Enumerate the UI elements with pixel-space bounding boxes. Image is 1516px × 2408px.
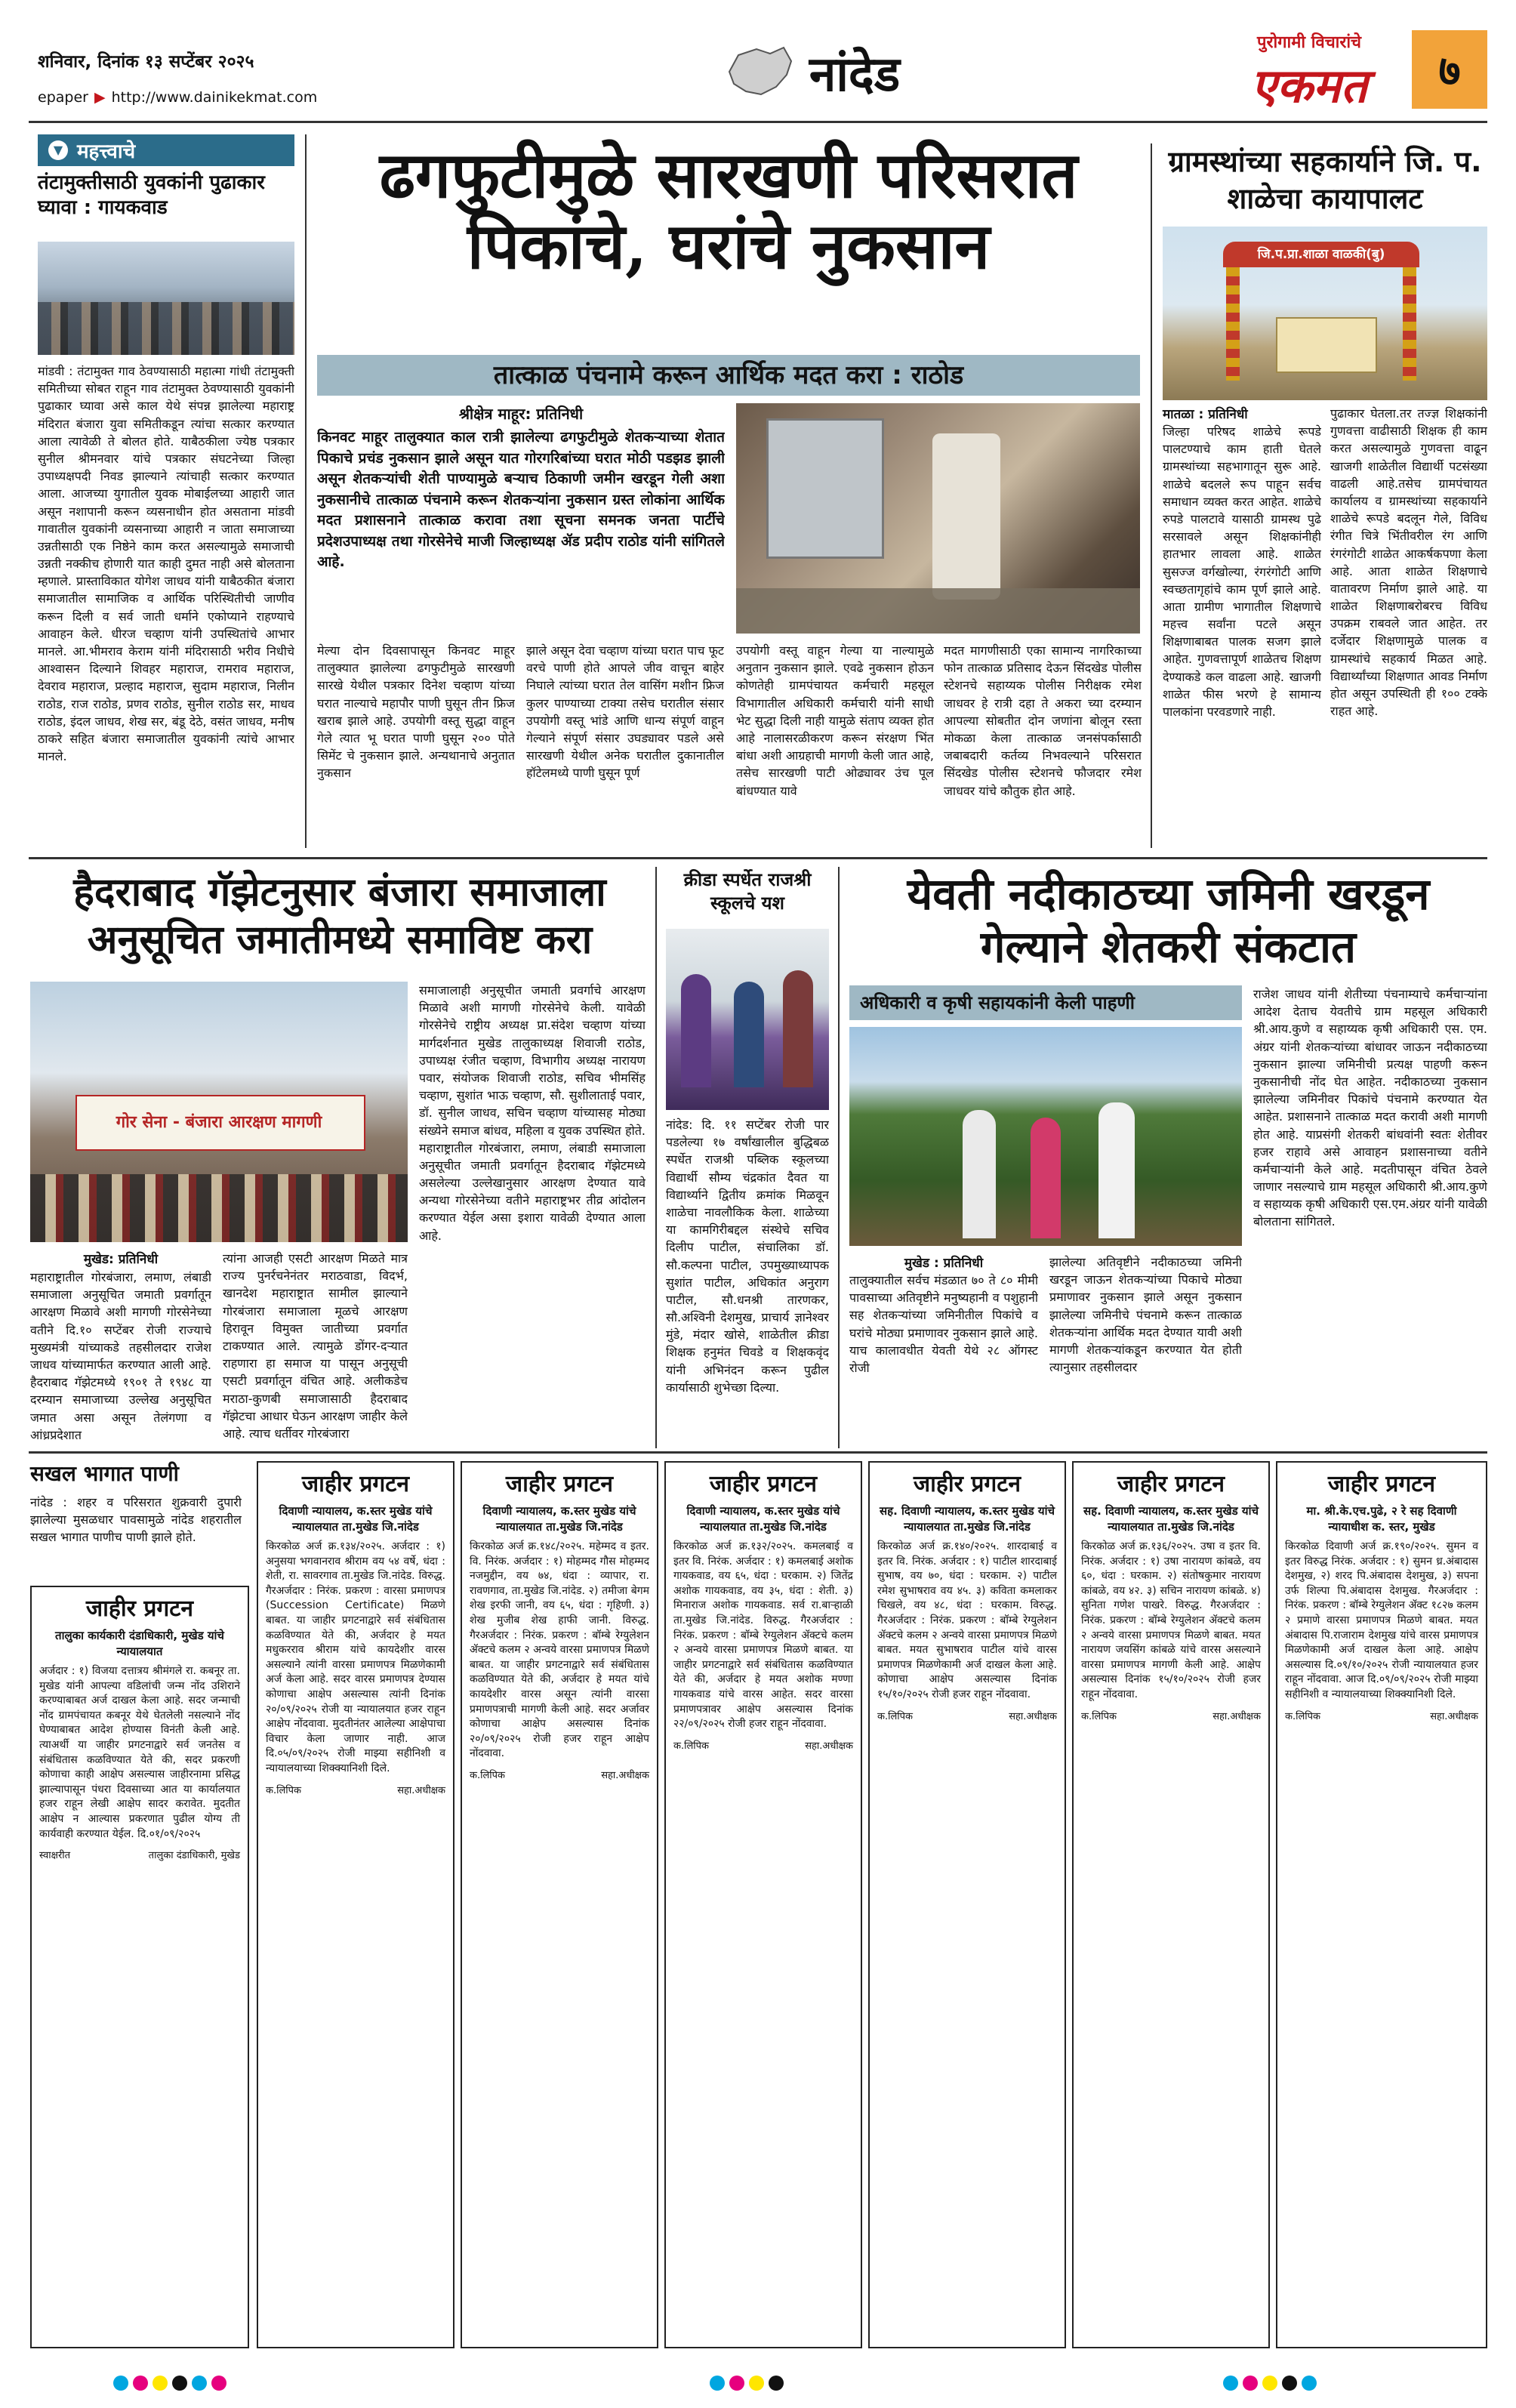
public-notice-ad	[868, 1461, 1066, 2348]
ad-court: दिवाणी न्यायालय, क.स्तर मुखेड यांचे न्यायालयात ता.मुखेड जि.नांदेड	[279, 1504, 433, 1534]
ad-signature: क.लिपिक सहा.अधीक्षक	[673, 1740, 853, 1752]
section-tag	[38, 134, 294, 166]
maharashtra-map-icon	[723, 42, 796, 102]
website-link[interactable]: http://www.dainikekmat.com	[111, 89, 318, 106]
ad-signature: क.लिपिक सहा.अधीक्षक	[266, 1784, 445, 1796]
ad-court: सह. दिवाणी न्यायालय, क.स्तर मुखेड यांचे न्यायालयात ता.मुखेड जि.नांदेड	[1083, 1504, 1259, 1534]
river-headline: येवती नदीकाठच्या जमिनी खरडून गेल्याने शेतकरी संकटात	[907, 868, 1430, 973]
school-headline: ग्रामस्थांच्या सहकार्याने जि. प. शाळेचा कायापालट	[1168, 145, 1482, 216]
ad-title: जाहीर प्रगटन	[301, 1471, 410, 1497]
banjara-photo	[30, 982, 408, 1242]
ad-court: मा. श्री.के.एच.पुढे, २ रे सह दिवाणी न्यायाधीश क. स्तर, मुखेड	[1306, 1504, 1457, 1534]
ad-title: जाहीर प्रगटन	[913, 1471, 1021, 1497]
banjara-col-2: त्यांना आजही एसटी आरक्षण मिळते मात्र राज्य पुनर्रचनेनंतर मराठवाडा, विदर्भ, खानदेश महाराष्ट्रात सामील झाल्याने गोरबंजारा समाजाला मूळचे आरक्षण हिरावून विमुक्त जातीच्या प्रवर्गात टाकण्यात आले. त्यामुळे डोंगर-दऱ्यात राहणारा हा समाज या पासून अनुसूची एसटी प्रवर्गातून वंचित आहे. अलीकडेच मराठा-कुणबी समाजासाठी हैदराबाद गॅझेटचा आधार घेऊन आरक्षण जाहीर केले आहे. त्याच धर्तीवर गोरबंजारा	[223, 1251, 408, 1441]
masthead-logo: एकमत	[1250, 58, 1368, 113]
banjara-headline: हैदराबाद गॅझेटनुसार बंजारा समाजाला अनुसूचित जमातीमध्ये समाविष्ट करा	[73, 869, 606, 964]
school-col-2: पुढाकार घेतला.तर तज्ज्ञ शिक्षकांनी गुणवत्ता वाढीसाठी शिक्षक ही काम करत असल्यामुळे गुणवत्ता वाढून खाजगी शाळेतील विद्यार्थी पटसंख्या वाढली आहे.तसेच ग्रामपंचायत कार्यालय व ग्रामस्थांच्या सहकार्याने शाळेचे रूपडे बदलून गेले, विविध रंगीत चित्रे भिंतीवरील रंग आणि रंगरंगोटी शाळेत आकर्षकपणा केला आहे. आता शाळेत शिक्षणाचे वातावरण निर्माण झाले आहे. या शाळेत शिक्षणाबरोबरच विविध उपक्रम राबवले जात आहेत. तर दर्जेदार शिक्षणामुळे पालक व ग्रामस्थांचे सहकार्य मिळत आहे. विद्यार्थ्यांच्या शिक्षणात आवड निर्माण होत असून उपस्थिती ही १०० टक्के राहत आहे.	[1330, 406, 1487, 719]
website-line	[38, 89, 317, 106]
pointer-icon: ▶	[94, 89, 106, 106]
river-col-2: झालेल्या अतिवृष्टीने नदीकाठच्या जमिनी खरडून जाऊन शेतकऱ्यांच्या पिकाचे मोठ्या प्रमाणावर नुकसान झाले असून नुकसान झालेल्या जमिनीचे पंचनामे करून तात्काळ शेतकऱ्यांना आर्थिक मदत देण्यात यावी अशी मागणी शेतकऱ्यांकडून करण्यात येत होती त्यानुसार तहसीलदार	[1049, 1255, 1242, 1375]
lead-col-4: मदत मागणीसाठी एका सामान्य नागरिकाच्या फोन तात्काळ प्रतिसाद देऊन सिंदखेड पोलीस स्टेशनचे सहाय्यक पोलीस निरीक्षक रमेश जाधवर हे रात्री दहा ते अकरा च्या दरम्यान आपल्या सोबतीत दोन जणांना बोलून रस्ता मोकळा केला तात्काळ जनसंपर्कासाठी जबाबदारी कर्तव्य निभवल्याने परिसरात सिंदखेड पोलीस स्टेशनचे फौजदार रमेश जाधवर यांचे कौतुक होत आहे.	[944, 643, 1142, 798]
date-line: शनिवार, दिनांक १३ सप्टेंबर २०२५	[38, 52, 254, 72]
header-rule	[29, 121, 1487, 123]
lead-col-1: मेल्या दोन दिवसापासून किनवट माहूर तालुक्यात झालेल्या ढगफुटीमुळे सारखणी सारखे येथील पत्रकार दिनेश चव्हाण यांच्या घरात नाल्याचे महापौर पाणी घुसून तीन फ्रिज खराब झाले आहे. उपयोगी वस्तू सुद्धा वाहून गेले त्यात भू घरात पाणी घुसून २०० पोते सिमेंट चे नुकसान झाले. अन्यथानाचे अनुतात नुकसान	[317, 643, 515, 781]
school-col-1: जिल्हा परिषद शाळेचे रूपडे पालटण्याचे काम हाती घेतले ग्रामस्थांच्या सहभागातून सुरू आहे. शाळेचे बदलले रूप पाहून सर्वच समाधान व्यक्त करत आहेत. शाळेचे रुपडे पालटावे यासाठी ग्रामस्थ पुढे सरसावले असून शिक्षकांनीही हातभार लावला आहे. शाळेत सुसज्ज वर्गखोल्या, रंगरंगोटी आणि स्वच्छतागृहांचे काम पूर्ण झाले आहे. आता ग्रामीण भागातील शिक्षणाचे महत्त्व सर्वांना पटले असून शिक्षणाबाबत पालक सजग झाले आहेत. गुणवत्तापूर्ण शाळेतच शिक्षण देण्याकडे कल वाढला आहे. खाजगी शाळेत फीस भरणे हे सामान्य पालकांना परवडणारे नाही.	[1163, 424, 1321, 719]
ad-title: जाहीर प्रगटन	[1327, 1471, 1436, 1497]
school-arch-text: जि.प.प्रा.शाळा वाळकी(बु)	[1257, 247, 1385, 262]
banjara-dateline: मुखेड: प्रतिनिधी	[83, 1252, 159, 1267]
water-headline: सखल भागात पाणी	[30, 1461, 179, 1486]
ad-signature: क.लिपिक सहा.अधीक्षक	[470, 1769, 649, 1781]
public-notice-ad	[1072, 1461, 1270, 2348]
lead-subhead: तात्काळ पंचनामे करून आर्थिक मदत करा : राठोड	[317, 355, 1140, 396]
ad-body: किरकोळ अर्ज क्र.१३६/२०२५. उषा व इतर वि. निरंक. अर्जदार : १) उषा नारायण कांबळे, वय ६०, धंदा : घरकाम. २) संतोषकुमार नारायण कांबळे, वय ४२. ३) सचिन नारायण कांबळे. ४) सुनिता गणेश पाखरे. विरुद्ध. गैरअर्जदार : निरंक. प्रकरण : बॉम्बे रेग्युलेशन ॲक्टचे कलम २ अन्वये वारसा प्रमाणपत्र मिळणे बाबत. मयत नारायण जयसिंग कांबळे यांचे वारस असल्याने वारसा प्रमाणपत्र मागणी केली आहे. आक्षेप असल्यास दिनांक १५/१०/२०२५ रोजी हजर राहून नोंदवावा.	[1081, 1540, 1261, 1700]
lead-headline: ढगफुटीमुळे सारखणी परिसरात पिकांचे, घरांचे नुकसान	[379, 137, 1078, 284]
page-number-box	[1412, 30, 1487, 109]
public-notice-ad	[257, 1461, 454, 2348]
school-dateline: मातळा : प्रतिनिधी	[1163, 407, 1248, 422]
lead-intro: किनवट माहूर तालुक्यात काल रात्री झालेल्या ढगफुटीमुळे शेतकऱ्याच्या शेतात पिकाचे प्रचंड नुकसान झाले असून यात गोरगरिबांच्या घरात मोठी पडझड झाली असून शेतकऱ्यांची शेती पाण्यामुळे बऱ्याच ठिकाणी जमीन खरडून गेली अशा नुकसानीचे तात्काळ पंचनामे करून शेतकऱ्यांना नुकसान ग्रस्त लोकांना आर्थिक मदत प्रशासनाने तात्काळ करावा तशा सूचना समनक जनता पार्टीचे प्रदेशउपाध्यक्ष तथा गोरसेनेचे माजी जिल्हाध्यक्ष ॲड प्रदीप राठोड यांनी सांगितले आहे.	[317, 429, 725, 571]
river-col-1: तालुक्यातील सर्वच मंडळात ७० ते ८० मीमी पावसाच्या अतिवृष्टीने मनुष्यहानी व पशुहानी सह शेतकऱ्यांच्या जमिनीतील पिकांचे व घरांचे मोठ्या प्रमाणावर नुकसान झाले आहे. याच कालावधीत येवती येथे २८ ऑगस्ट रोजी	[849, 1273, 1038, 1375]
epaper-label: epaper	[38, 89, 88, 106]
ad-body: किरकोळ अर्ज क्र.१३४/२०२५. अर्जदार : १) अनुसया भगवानराव श्रीराम वय ५४ वर्षे, धंदा : शेती, रा. सावरगाव ता.मुखेड जि.नांदेड. विरुद्ध. गैरअर्जदार : निरंक. प्रकरण : वारसा प्रमाणपत्र (Succession Certificate) मिळणे बाबत. या जाहीर प्रगटनाद्वारे सर्व संबंधितास कळविण्यात येते की, अर्जदार हे मयत मधुकरराव श्रीराम यांचे कायदेशीर वारस असल्याने त्यांनी वारसा प्रमाणपत्र मिळणेकामी अर्ज केला आहे. सदर वारस प्रमाणपत्र देण्यास कोणाचा आक्षेप असल्यास त्यांनी दिनांक २०/०९/२०२५ रोजी या न्यायालयात हजर राहून आक्षेप नोंदवावा. मुदतीनंतर आलेल्या आक्षेपाचा विचार केला जाणार नाही. आज दि.०५/०९/२०२५ रोजी माझ्या सहीनिशी व न्यायालयाच्या शिक्क्यानिशी दिले.	[266, 1540, 445, 1774]
registration-dots-center	[710, 2376, 784, 2391]
sports-photo	[666, 929, 829, 1110]
ad-signature: क.लिपिक सहा.अधीक्षक	[877, 1710, 1057, 1722]
sports-divider	[838, 867, 840, 1448]
public-notice-ad	[1276, 1461, 1487, 2348]
edition-name: नांदेड	[809, 46, 901, 103]
ad-body: अर्जदार : १) विजया दत्तात्रय श्रीमंगले रा. कबनूर ता. मुखेड यांनी आपल्या वडिलांची जन्म नोंद उशिराने करण्याबाबत अर्ज दाखल केला आहे. सदर जन्माची नोंद ग्रामपंचायत कबनूर येथे घेतलेली नसल्याने नोंद घेण्याबाबत आदेश होण्यास विनंती केली आहे. त्याअर्थी या जाहीर प्रगटनाद्वारे सर्व जनतेस व संबंधितास कळविण्यात येते की, सदर प्रकरणी कोणाचा काही आक्षेप असल्यास जाहीरनामा प्रसिद्ध झाल्यापासून पंधरा दिवसाच्या आत या कार्यालयात हजर राहून लेखी आक्षेप सादर करावेत. मुदतीत आक्षेप न आल्यास प्रकरणात पुढील योग्य ती कार्यवाही करण्यात येईल. दि.०१/०९/२०२५	[39, 1665, 240, 1840]
ad-body: किरकोळ अर्ज क्र.१४०/२०२५. शारदाबाई व इतर वि. निरंक. अर्जदार : १) पाटील शारदाबाई सुभाष, वय ७०, धंदा : घरकाम. २) पाटील रमेश सुभाषराव वय ४५. ३) कविता कमलाकर चिखले, वय ४८, धंदा : घरकाम. विरुद्ध. गैरअर्जदार : निरंक. प्रकरण : बॉम्बे रेग्युलेशन ॲक्टचे कलम २ अन्वये वारसा प्रमाणपत्र मिळणे बाबत. मयत सुभाषराव पाटील यांचे वारस प्रमाणपत्र मिळणेकामी अर्ज दाखल केला आहे. कोणाचा आक्षेप असल्यास दिनांक १५/१०/२०२५ रोजी हजर राहून नोंदवावा.	[877, 1540, 1057, 1700]
banjara-col-3: समाजालाही अनुसूचीत जमाती प्रवर्गाचे आरक्षण मिळावे अशी मागणी गोरसेनेचे केली. यावेळी गोरसेनेचे राष्ट्रीय अध्यक्ष प्रा.संदेश चव्हाण यांच्या मार्गदर्शनात मुखेड तालुकाध्यक्ष शिवाजी राठोड, उपाध्यक्ष रंजीत चव्हाण, विभागीय अध्यक्ष नारायण पवार, संयोजक शिवाजी राठोड, सचिव भीमसिंह चव्हाण, सुशांत भाऊ चव्हाण, सौ. सुशीलाताई पवार, डॉ. सुनील जाधव, सचिन चव्हाण यांच्यासह मोठ्या संख्येने समाज बांधव, महिला व युवक उपस्थित होते. महाराष्ट्रातील गोरबंजारा, लमाण, लंबाडी समाजाला अनुसूचीत जमाती प्रवर्गातून हैदराबाद गॅझेटमध्ये असलेल्या उल्लेखानुसार आरक्षण देण्यात यावे अन्यथा गोरसेनेच्या वतीने महाराष्ट्रभर तीव्र आंदोलन करण्यात येईल असा इशारा यावेळी देण्यात आला आहे.	[419, 983, 646, 1243]
water-body: नांदेड : शहर व परिसरात शुक्रवारी दुपारी झालेल्या मुसळधार पावसामुळे नांदेड शहरातील सखल भागात पाणीच पाणी झाले होते.	[30, 1495, 242, 1545]
page-number: ७	[1438, 47, 1461, 96]
lead-col-3: उपयोगी वस्तू वाहून गेल्या या नाल्यामुळे अनुतान नुकसान झाले. एवढे नुकसान होऊन कोणतेही ग्रामपंचायत कर्मचारी महसूल विभागातील अधिकारी कर्मचारी यांनी साधी भेट सुद्धा दिली नाही यामुळे संताप व्यक्त होत आहे नालासरळीकरण करून संरक्षण भिंत बांधा अशी आग्रहाची मागणी केली जात आहे, तसेच सारखणी पाटी ओढ्यावर उंच पूल बांधण्यात यावे	[736, 643, 934, 798]
print-registration-marks	[0, 2369, 1516, 2400]
banjara-banner-text: गोर सेना - बंजारा आरक्षण मागणी	[116, 1113, 322, 1132]
river-dateline: मुखेड : प्रतिनिधी	[904, 1256, 984, 1271]
sports-headline: क्रीडा स्पर्धेत राजश्री स्कूलचे यश	[683, 869, 812, 914]
ad-title: जाहीर प्रगटन	[709, 1471, 818, 1497]
river-col-3: राजेश जाधव यांनी शेतीच्या पंचनाम्याचे कर्मचाऱ्यांना आदेश देताच येवतीचे ग्राम महसूल अधिकारी श्री.आय.कुणे व सहाय्यक कृषी अधिकारी एस. एम. अंग्रर यांनी शेतकऱ्यांच्या बांधावर जाऊन नदीकाठच्या नुकसान झाल्या जमिनीची प्रत्यक्ष पाहणी करून नुकसानीची नोंद घेत आहेत. नदीकाठच्या नुकसान झालेल्या जमिनीवर पिकांचे पंचनामे करण्यात येत आहेत. प्रशासनाने तात्काळ मदत करावी अशी मागणी होत आहे. याप्रसंगी शेतकरी बांधवांनी स्वतः शेतीवर हजर राहावे असे आवाहन प्रशासनाच्या वतीने कर्मचाऱ्यांनी केले आहे. मदतीपासून वंचित ठेवले जाणार नसल्याचे ग्राम महसूल अधिकारी श्री.आय.कुणे व सहाय्यक कृषी अधिकारी एस.एम.अंग्रर यांनी यावेळी बोलताना सांगितले.	[1253, 987, 1487, 1229]
banjara-divider	[655, 867, 657, 1448]
registration-dots-left	[113, 2376, 226, 2391]
ad-body: किरकोळ दिवाणी अर्ज क्र.१९०/२०२५. सुमन व इतर विरुद्ध निरंक. अर्जदार : १) सुमन ध्र.अंबादास देशमुख, २) शरद पि.अंबादास देशमुख, ३) सपना उर्फ शिल्पा पि.अंबादास देशमुख. गैरअर्जदार : निरंक. प्रकरण : बॉम्बे रेग्युलेशन ॲक्ट १८२७ कलम २ प्रमाणे वारसा प्रमाणपत्र मिळणे बाबत. मयत अंबादास पि.राजाराम देशमुख यांचे वारस प्रमाणपत्र मिळणेकामी अर्ज दाखल केला आहे. आक्षेप असल्यास दि.०९/१०/२०२५ रोजी न्यायालयात हजर राहून नोंदवावा. आज दि.०९/०९/२०२५ रोजी माझ्या सहीनिशी व न्यायालयाच्या शिक्क्यानिशी दिले.	[1285, 1540, 1478, 1700]
ad-signature: स्वाक्षरीत तालुका दंडाधिकारी, मुखेड	[39, 1850, 240, 1862]
ad-court: दिवाणी न्यायालय, क.स्तर मुखेड यांचे न्यायालयात ता.मुखेड जि.नांदेड	[686, 1504, 840, 1534]
edition-banner	[657, 30, 966, 113]
masthead-tagline: पुरोगामी विचारांचे	[1256, 33, 1362, 52]
ad-court: दिवाणी न्यायालय, क.स्तर मुखेड यांचे न्यायालयात ता.मुखेड जि.नांदेड	[482, 1504, 636, 1534]
chevron-down-icon: ▼	[48, 140, 68, 160]
public-notice-ad	[664, 1461, 862, 2348]
registration-dots-right	[1223, 2376, 1317, 2391]
upper-section-rule	[29, 857, 1487, 859]
ad-body: किरकोळ अर्ज क्र.१३२/२०२५. कमलबाई व इतर वि. निरंक. अर्जदार : १) कमलबाई अशोक गायकवाड, वय ६५, धंदा : घरकाम. २) जितेंद्र अशोक गायकवाड, वय ३५, धंदा : शेती. ३) मिनाराज अशोक गायकवाड. सर्व रा.बाऱ्हाळी ता.मुखेड जि.नांदेड. विरुद्ध. गैरअर्जदार : निरंक. प्रकरण : बॉम्बे रेग्युलेशन ॲक्टचे कलम २ अन्वये वारसा प्रमाणपत्र मिळणे बाबत. या जाहीर प्रगटनाद्वारे सर्व संबंधितास कळविण्यात येते की, अर्जदार हे मयत अशोक मण्णा गायकवाड यांचे वारस आहेत. सदर वारसा प्रमाणपत्रावर आक्षेप असल्यास दिनांक २२/०९/२०२५ रोजी हजर राहून नोंदवावा.	[673, 1540, 853, 1731]
left-story-headline: तंटामुक्तीसाठी युवकांनी पुढाकार घ्यावा : गायकवाड	[38, 171, 265, 219]
river-photo	[849, 1027, 1242, 1246]
lead-right-divider	[1151, 143, 1152, 848]
river-subhead: अधिकारी व कृषी सहायकांनी केली पाहणी	[849, 985, 1242, 1020]
sports-body: नांदेड: दि. ११ सप्टेंबर रोजी पार पडलेल्या १७ वर्षांखालील बुद्धिबळ स्पर्धेत राजश्री पब्लिक स्कूलच्या विद्यार्थी सौम्य चंद्रकांत दैवत या विद्यार्थ्याने द्वितीय क्रमांक मिळवून शाळेचा नावलौकिक केला. शाळेच्या या कामगिरीबद्दल संस्थेचे सचिव दिलीप पाटील, संचालिका डॉ. सौ.कल्पना पाटील, उपमुख्याध्यापक सुशांत पाटील, अधिकांत अनुराग पाटील, सौ.धनश्री तारणकर, सौ.अश्विनी देशमुख, प्राचार्य ज्ञानेश्वर मुंडे, मंदार खोसे, शाळेतील क्रीडा शिक्षक हनुमंत चिवडे व शिक्षकवृंद यांनी अभिनंदन करून पुढील कार्यासाठी शुभेच्छा दिल्या.	[666, 1118, 829, 1395]
ad-signature: क.लिपिक सहा.अधीक्षक	[1081, 1710, 1261, 1722]
public-notice-ad	[461, 1461, 658, 2348]
masthead-box	[1216, 30, 1403, 113]
page-header	[0, 0, 1516, 132]
school-photo	[1163, 227, 1487, 400]
ad-title: जाहीर प्रगटन	[85, 1596, 194, 1622]
left-story-body: मांडवी : तंटामुक्त गाव ठेवण्यासाठी महात्मा गांधी तंटामुक्ती समितीच्या सोबत राहून गाव तंटामुक्त ठेवण्यासाठी युवकांनी पुढाकार घ्यावा असे काल येथे संपन्न झालेल्या महाराष्ट्र मंदिरात बंजारा युवा समितीकडून त्यांचा सत्कार करण्यात आला त्यावेळी ते बोलत होते. याबैठकीला ज्येष्ठ पत्रकार सुनील श्रीमनवार यांचे पत्रकार संघटनेच्या जिल्हा उपाध्यक्षपदी निवड झाल्याने त्यांचाही सत्कार करण्यात आला. आजच्या युगातील युवक मोबाईलच्या आहारी जात असून नशापानी करून व्यसनाधीन होत असताना मांडवी गावातील युवकांनी व्यसनाच्या आहारी न जाता समाजाच्या उन्नतीसाठी एक निष्ठेने काम करत असल्यामुळे समाजाची उन्नती नक्कीच होणारी यात काही दुमत नाही असे बोलताना म्हणाले. प्रास्ताविकात योगेश जाधव यांनी याबैठकीत बंजारा समाजातील सामाजिक व आर्थिक परिस्थितीची जाणीव करून दिली व सर्व जाती धर्माने एकोप्याने राहण्याचे आवाहन केले. धीरज चव्हाण यांनी उपस्थितांचे आभार मानले. आ.भीमराव केराम यांनी मंदिरासाठी भरीव निधीचे आश्वासन दिल्याने शिवहर महाराज, रामराव महाराज, देवराव महाराज, प्रल्हाद महाराज, सुदाम महाराज, निलीन राठोड, राज राठोड, प्रणव राठोड, सुनील राठोड सर, माधव राठोड, इंदल जाधव, शेख सर, बंडू देठे, वसंत जाधव, मनीष ठाकरे सहित बंजारा समाजातील युवकांनी त्यांचे आभार मानले.	[38, 364, 294, 764]
ad-signature: क.लिपिक सहा.अधीक्षक	[1285, 1710, 1478, 1722]
ad-body: किरकोळ अर्ज क्र.१४८/२०२५. महेम्मद व इतर. वि. निरंक. अर्जदार : १) मोहम्मद गौस मोहम्मद नजमुद्दीन, वय ७४, धंदा : व्यापार, रा. रावणगाव, ता.मुखेड जि.नांदेड. २) तमीजा बेगम शेख इरफी जानी, वय ६५, धंदा : गृहिणी. ३) शेख मुजीब शेख हाफी जानी. विरुद्ध. गैरअर्जदार : निरंक. प्रकरण : बॉम्बे रेग्युलेशन ॲक्टचे कलम २ अन्वये वारसा प्रमाणपत्र मिळणे बाबत. या जाहीर प्रगटनाद्वारे सर्व संबंधितास कळविण्यात येते की, अर्जदार हे मयत यांचे कायदेशीर वारस असून त्यांनी वारसा प्रमाणपत्राची मागणी केली आहे. सदर अर्जावर कोणाचा आक्षेप असल्यास दिनांक २०/०९/२०२५ रोजी हजर राहून आक्षेप नोंदवावा.	[470, 1540, 649, 1760]
banjara-col-1: महाराष्ट्रातील गोरबंजारा, लमाण, लंबाडी समाजाला अनुसूचित जमाती प्रवर्गातून आरक्षण मिळावे अशी मागणी गोरसेनेच्या वतीने दि.१० सप्टेंबर रोजी राज्याचे मुख्यमंत्री यांच्याकडे तहसीलदार राजेश जाधव यांच्यामार्फत करण्यात आली आहे. हैदराबाद गॅझेटमध्ये १९०१ ते १९४८ या दरम्यान समाजाच्या उल्लेख अनुसूचित जमात असा असून तेलंगणा व आंध्रप्रदेशात	[30, 1270, 211, 1442]
lead-col-2: झाले असून देवा चव्हाण यांच्या घरात पाच फूट वरचे पाणी होते आपले जीव वाचून बाहेर निघाले त्यांच्या घरात तेल वासिंग मशीन फ्रिज कुलर पाण्याच्या टाक्या तसेच घरातील संसार उपयोगी वस्तू भांडे आणि धान्य संपूर्ण वाहून गेल्याने संपूर्ण संसार उघड्यावर पडले असे सारखणी येथील अनेक घरातील दुकानातील हॉटेलमध्ये पाणी घुसून पूर्ण	[526, 643, 724, 781]
left-story-photo	[38, 242, 294, 355]
ad-court: सह. दिवाणी न्यायालय, क.स्तर मुखेड यांचे न्यायालयात ता.मुखेड जि.नांदेड	[880, 1504, 1055, 1534]
lead-photo-flood-house	[736, 403, 1140, 634]
lower-section-rule	[29, 1451, 1487, 1454]
lead-dateline: श्रीक्षेत्र माहूर: प्रतिनिधी	[458, 405, 584, 423]
public-notice-ad	[30, 1586, 249, 2348]
left-column-divider	[305, 134, 307, 848]
section-tag-label: महत्त्वाचे	[77, 140, 136, 163]
ad-title: जाहीर प्रगटन	[1117, 1471, 1225, 1497]
ad-title: जाहीर प्रगटन	[505, 1471, 614, 1497]
ad-court: तालुका कार्यकारी दंडाधिकारी, मुखेड यांचे न्यायालयात	[55, 1629, 224, 1658]
